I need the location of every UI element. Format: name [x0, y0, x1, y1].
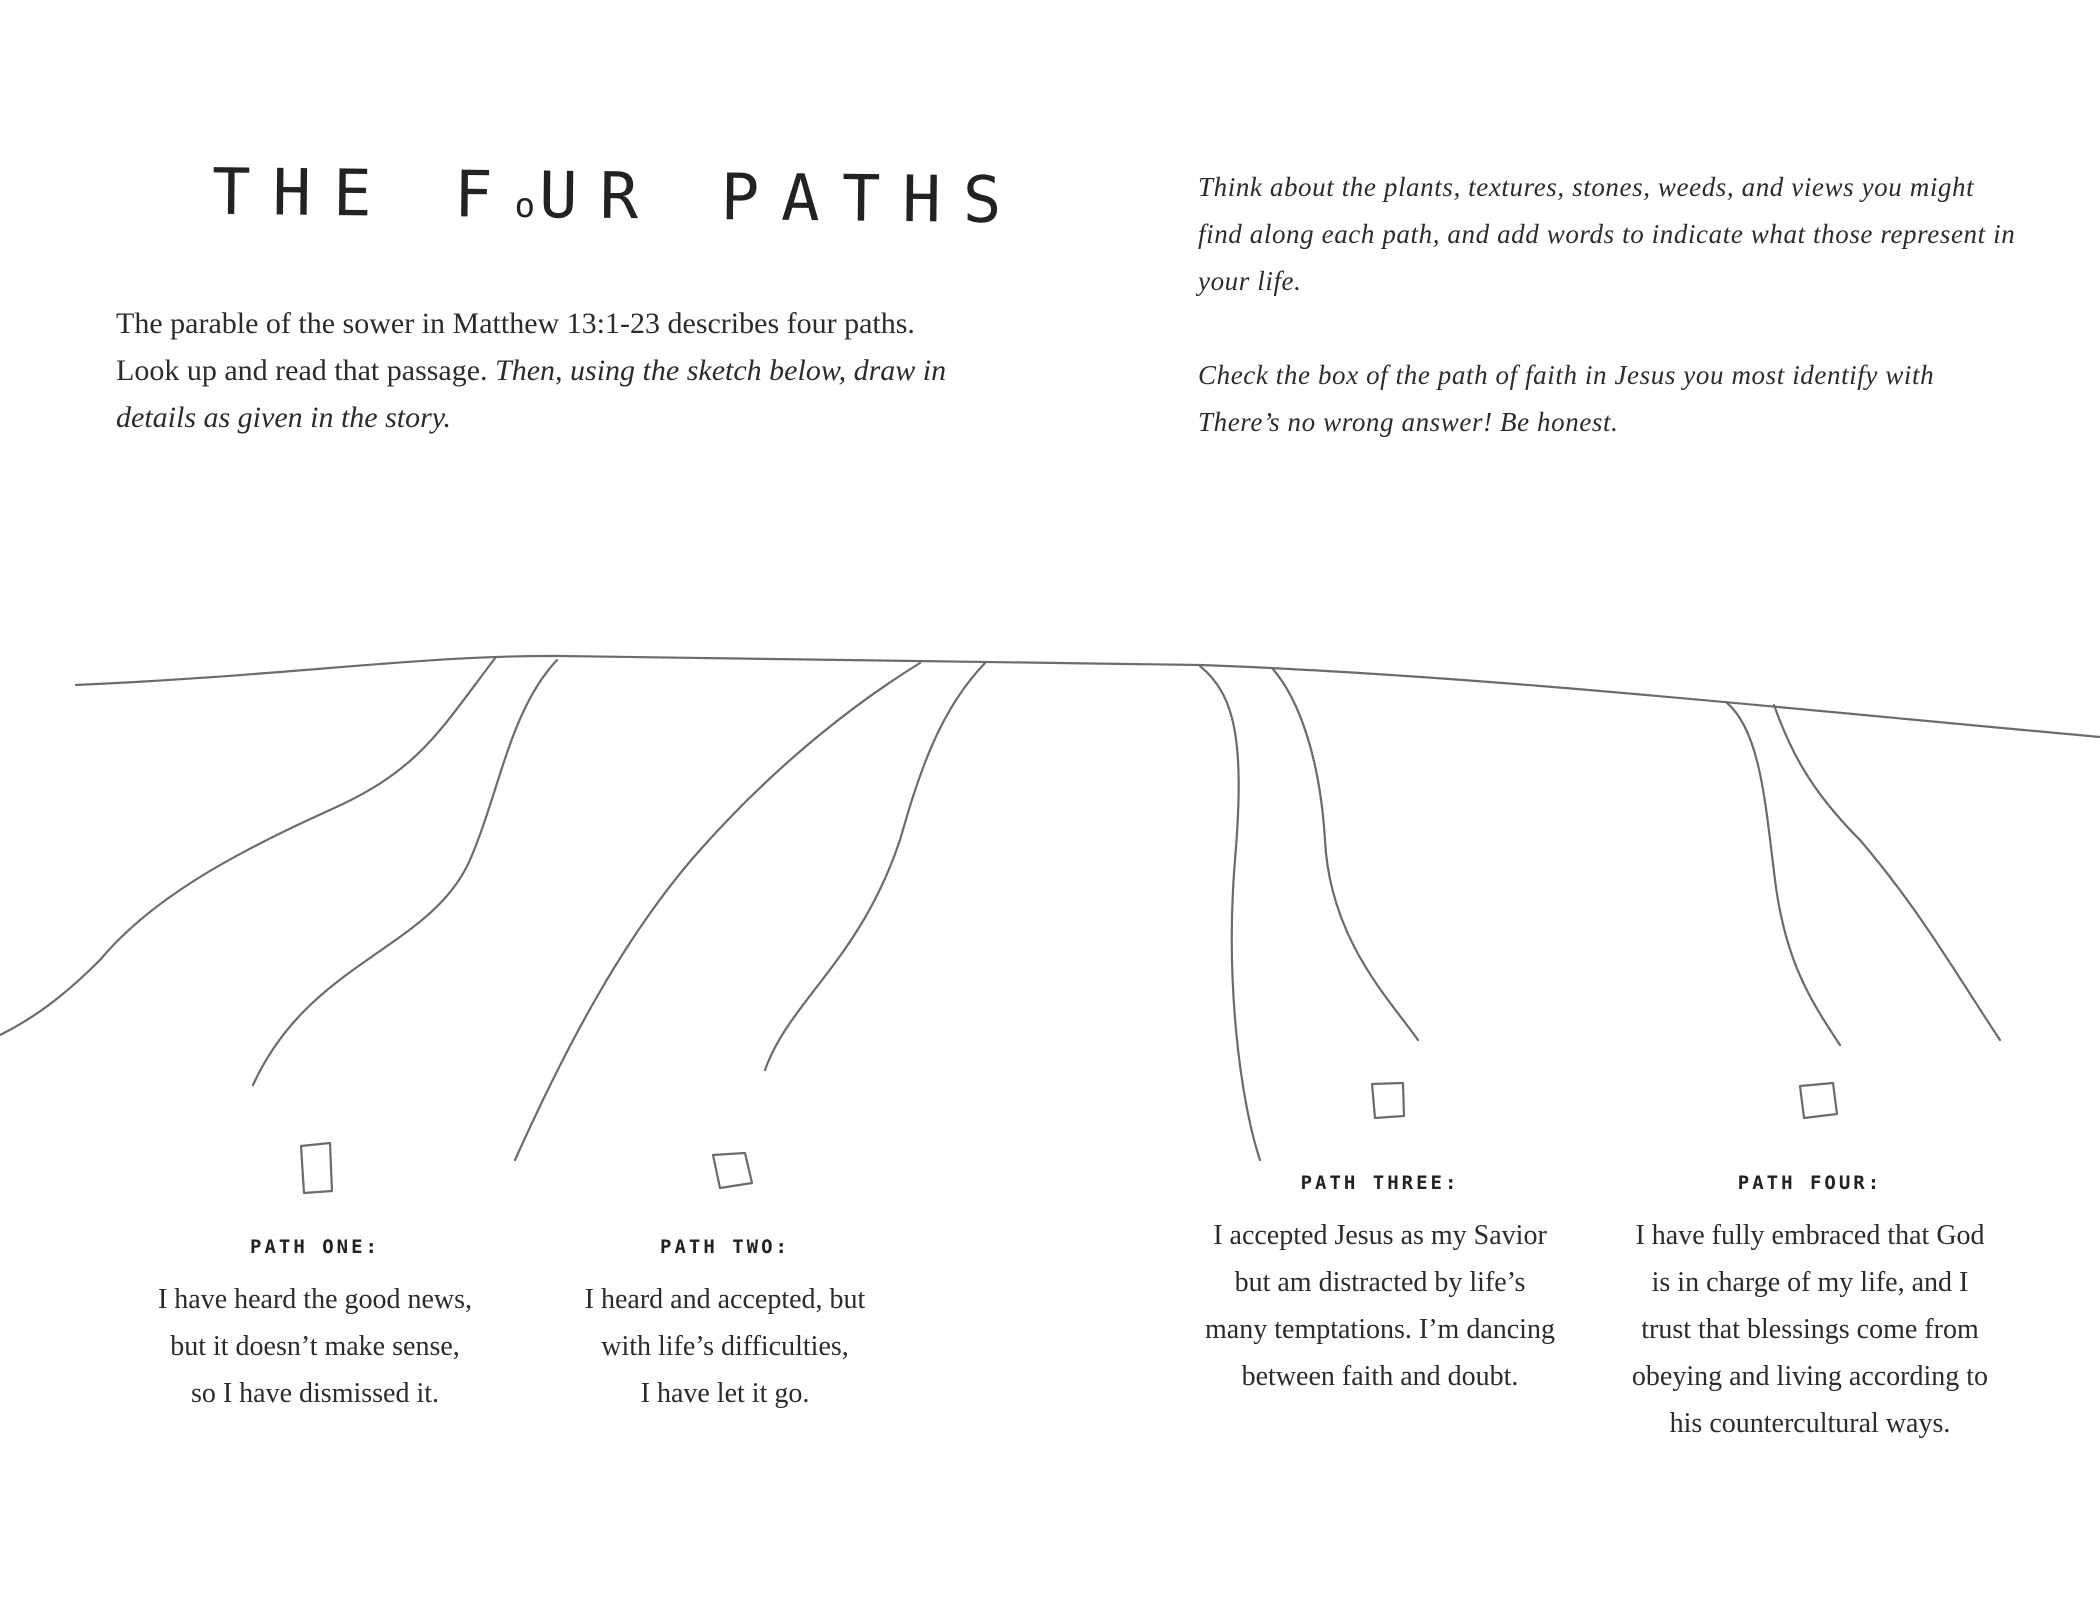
path-three-left-edge [1200, 666, 1260, 1160]
path-one-line-1: I have heard the good news, [157, 1284, 473, 1315]
path-one-block [120, 1236, 510, 1417]
path-four-line-1: I have fully embraced that God [1635, 1220, 1985, 1251]
path-four-checkbox[interactable] [1800, 1083, 1837, 1118]
instructions-line-2: There’s no wrong answer! Be honest. [1198, 407, 1619, 437]
path-two-block [530, 1236, 920, 1417]
path-two-label: PATH TWO: [660, 1236, 790, 1258]
path-four-description [1600, 1212, 2020, 1447]
path-three-line-1: I accepted Jesus as my Savior [1213, 1220, 1547, 1251]
path-two-line-1: I heard and accepted, but [584, 1284, 866, 1315]
path-one-checkbox[interactable] [301, 1143, 332, 1193]
path-one-label: PATH ONE: [250, 1236, 380, 1258]
path-two-description [530, 1276, 920, 1417]
path-two-right-edge [765, 663, 985, 1070]
instructions-paragraph-1: Think about the plants, textures, stones, weeds, and views you might find along each path, and add words to indicate what those represent in your life. [1198, 172, 2016, 296]
path-four-line-4: obeying and living according to [1631, 1361, 1989, 1392]
path-four-line-3: trust that blessings come from [1641, 1314, 1979, 1345]
path-one-line-3: so I have dismissed it. [190, 1378, 440, 1409]
path-three-block [1170, 1172, 1590, 1400]
path-four-left-edge [1726, 702, 1840, 1045]
path-four-block [1600, 1172, 2020, 1447]
path-one-right-edge [253, 660, 557, 1085]
path-one-description [120, 1276, 510, 1417]
path-two-checkbox[interactable] [713, 1153, 752, 1188]
title-small-o: o [514, 185, 540, 227]
path-four-label: PATH FOUR: [1737, 1172, 1883, 1194]
path-four-line-5: his countercultural ways. [1669, 1408, 1951, 1439]
path-three-description [1170, 1212, 1590, 1400]
path-one-left-edge [0, 657, 496, 1035]
intro-text: The parable of the sower in Matthew 13:1-23 describes four paths. Look up and read that passage. [116, 307, 915, 387]
path-three-line-4: between faith and doubt. [1241, 1361, 1519, 1392]
title-part-1: THE F [211, 155, 516, 233]
path-three-checkbox[interactable] [1372, 1083, 1404, 1118]
path-one-line-2: but it doesn’t make sense, [170, 1331, 460, 1362]
path-three-line-2: but am distracted by life’s [1234, 1267, 1526, 1298]
path-three-right-edge [1272, 668, 1418, 1040]
path-two-line-2: with life’s difficulties, [601, 1331, 849, 1362]
path-four-line-2: is in charge of my life, and I [1651, 1267, 1969, 1298]
path-two-left-edge [515, 663, 920, 1160]
instructions-line-1: Check the box of the path of faith in Jesus you most identify with [1198, 360, 1935, 390]
path-three-line-3: many temptations. I’m dancing [1205, 1314, 1555, 1345]
horizon-line [76, 656, 2100, 737]
path-three-label: PATH THREE: [1300, 1172, 1460, 1194]
intro-italic-text: Then, using the sketch below, draw in details as given in the story. [116, 354, 947, 434]
path-two-line-3: I have let it go. [640, 1378, 810, 1409]
title-part-2: UR PATHS [538, 159, 1024, 239]
